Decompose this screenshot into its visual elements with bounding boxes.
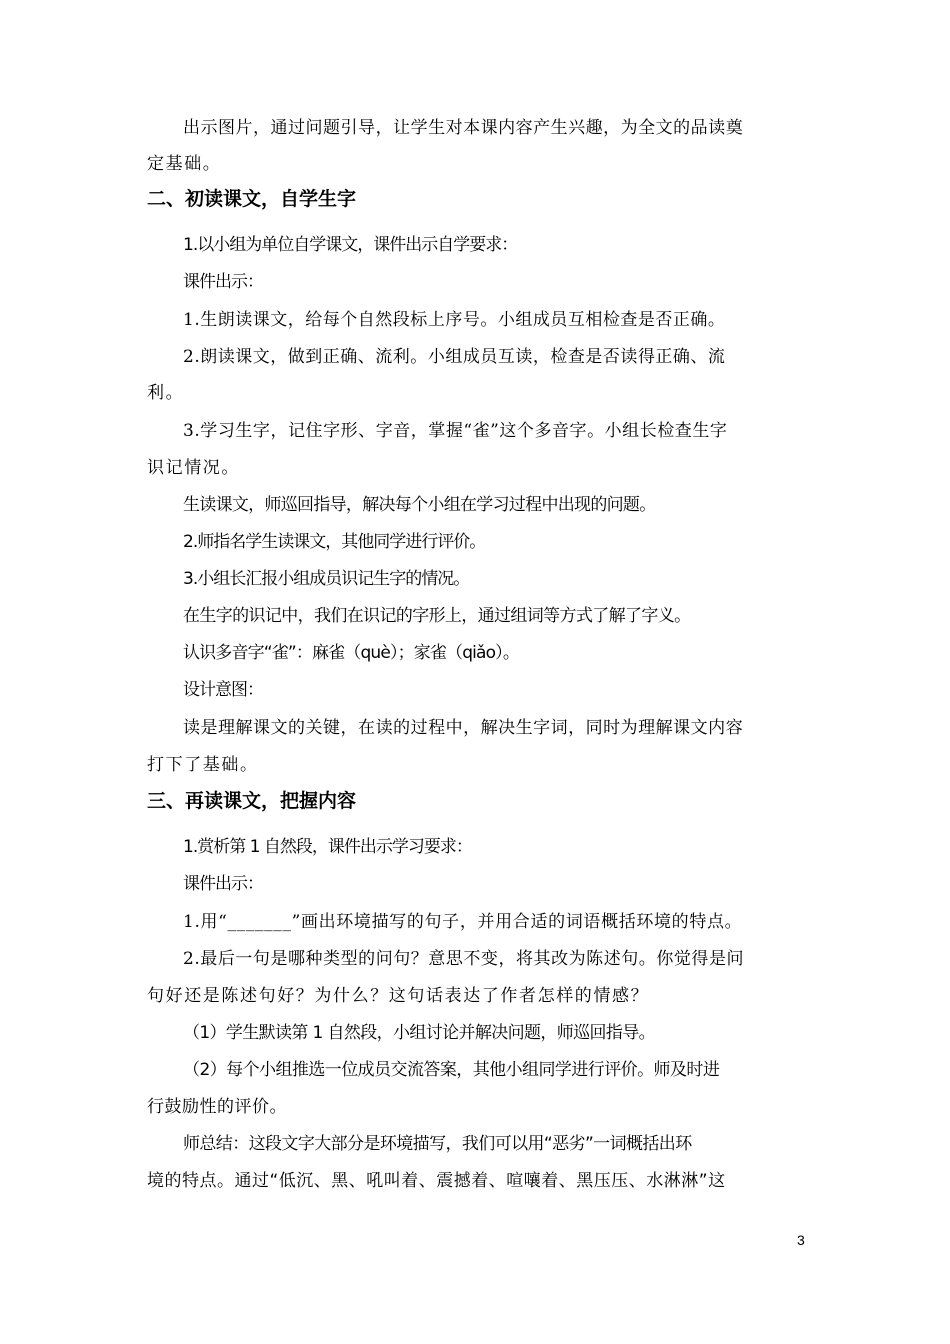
section-heading-3: 三、再读课文，把握内容: [147, 790, 357, 812]
paragraph-line: 在生字的识记中，我们在识记的字形上，通过组词等方式了解了字义。: [183, 606, 691, 626]
paragraph-line: 生读课文，师巡回指导，解决每个小组在学习过程中出现的问题。: [183, 495, 656, 515]
paragraph-line: 句好还是陈述句好？为什么？这句话表达了作者怎样的情感？: [147, 986, 650, 1006]
paragraph-line: 出示图片，通过问题引导，让学生对本课内容产生兴趣，为全文的品读奠: [183, 118, 744, 138]
paragraph-line: （1）学生默读第 1 自然段，小组讨论并解决问题，师巡回指导。: [183, 1023, 655, 1043]
paragraph-line: 1.生朗读课文，给每个自然段标上序号。小组成员互相检查是否正确。: [183, 310, 726, 330]
paragraph-line: 3.学习生字，记住字形、字音，掌握“雀”这个多音字。小组长检查生字: [183, 421, 728, 441]
paragraph-line: 2.师指名学生读课文，其他同学进行评价。: [183, 532, 486, 552]
paragraph-line: （2）每个小组推选一位成员交流答案，其他小组同学进行评价。师及时进: [183, 1060, 720, 1080]
paragraph-line: 1.用“_______”画出环境描写的句子，并用合适的词语概括环境的特点。: [183, 912, 743, 932]
paragraph-line: 打下了基础。: [147, 755, 259, 775]
paragraph-line: 2.最后一句是哪种类型的问句？意思不变，将其改为陈述句。你觉得是问: [183, 949, 745, 969]
paragraph-line: 师总结：这段文字大部分是环境描写，我们可以用“恶劣”一词概括出环: [183, 1134, 692, 1154]
paragraph-line: 课件出示：: [183, 874, 263, 894]
paragraph-line: 利。: [147, 383, 185, 403]
paragraph-line: 定基础。: [147, 154, 222, 174]
paragraph-line: 3.小组长汇报小组成员识记生字的情况。: [183, 569, 470, 589]
paragraph-line: 2.朗读课文，做到正确、流利。小组成员互读，检查是否读得正确、流: [183, 347, 726, 367]
paragraph-line: 设计意图：: [183, 680, 263, 700]
paragraph-line: 认识多音字“雀”：麻雀（què）；家雀（qiǎo）。: [183, 643, 519, 663]
paragraph-line: 境的特点。通过“低沉、黑、吼叫着、震撼着、喧嚷着、黑压压、水淋淋”这: [147, 1171, 726, 1191]
paragraph-line: 1.以小组为单位自学课文，课件出示自学要求：: [183, 235, 518, 255]
paragraph-line: 行鼓励性的评价。: [147, 1097, 287, 1117]
paragraph-line: 识记情况。: [147, 458, 240, 478]
page-number: 3: [797, 1232, 805, 1248]
paragraph-line: 1.赏析第 1 自然段，课件出示学习要求：: [183, 837, 472, 857]
paragraph-line: 读是理解课文的关键，在读的过程中，解决生字词，同时为理解课文内容: [183, 718, 744, 738]
section-heading-2: 二、初读课文，自学生字: [147, 188, 357, 210]
paragraph-line: 课件出示：: [183, 272, 263, 292]
